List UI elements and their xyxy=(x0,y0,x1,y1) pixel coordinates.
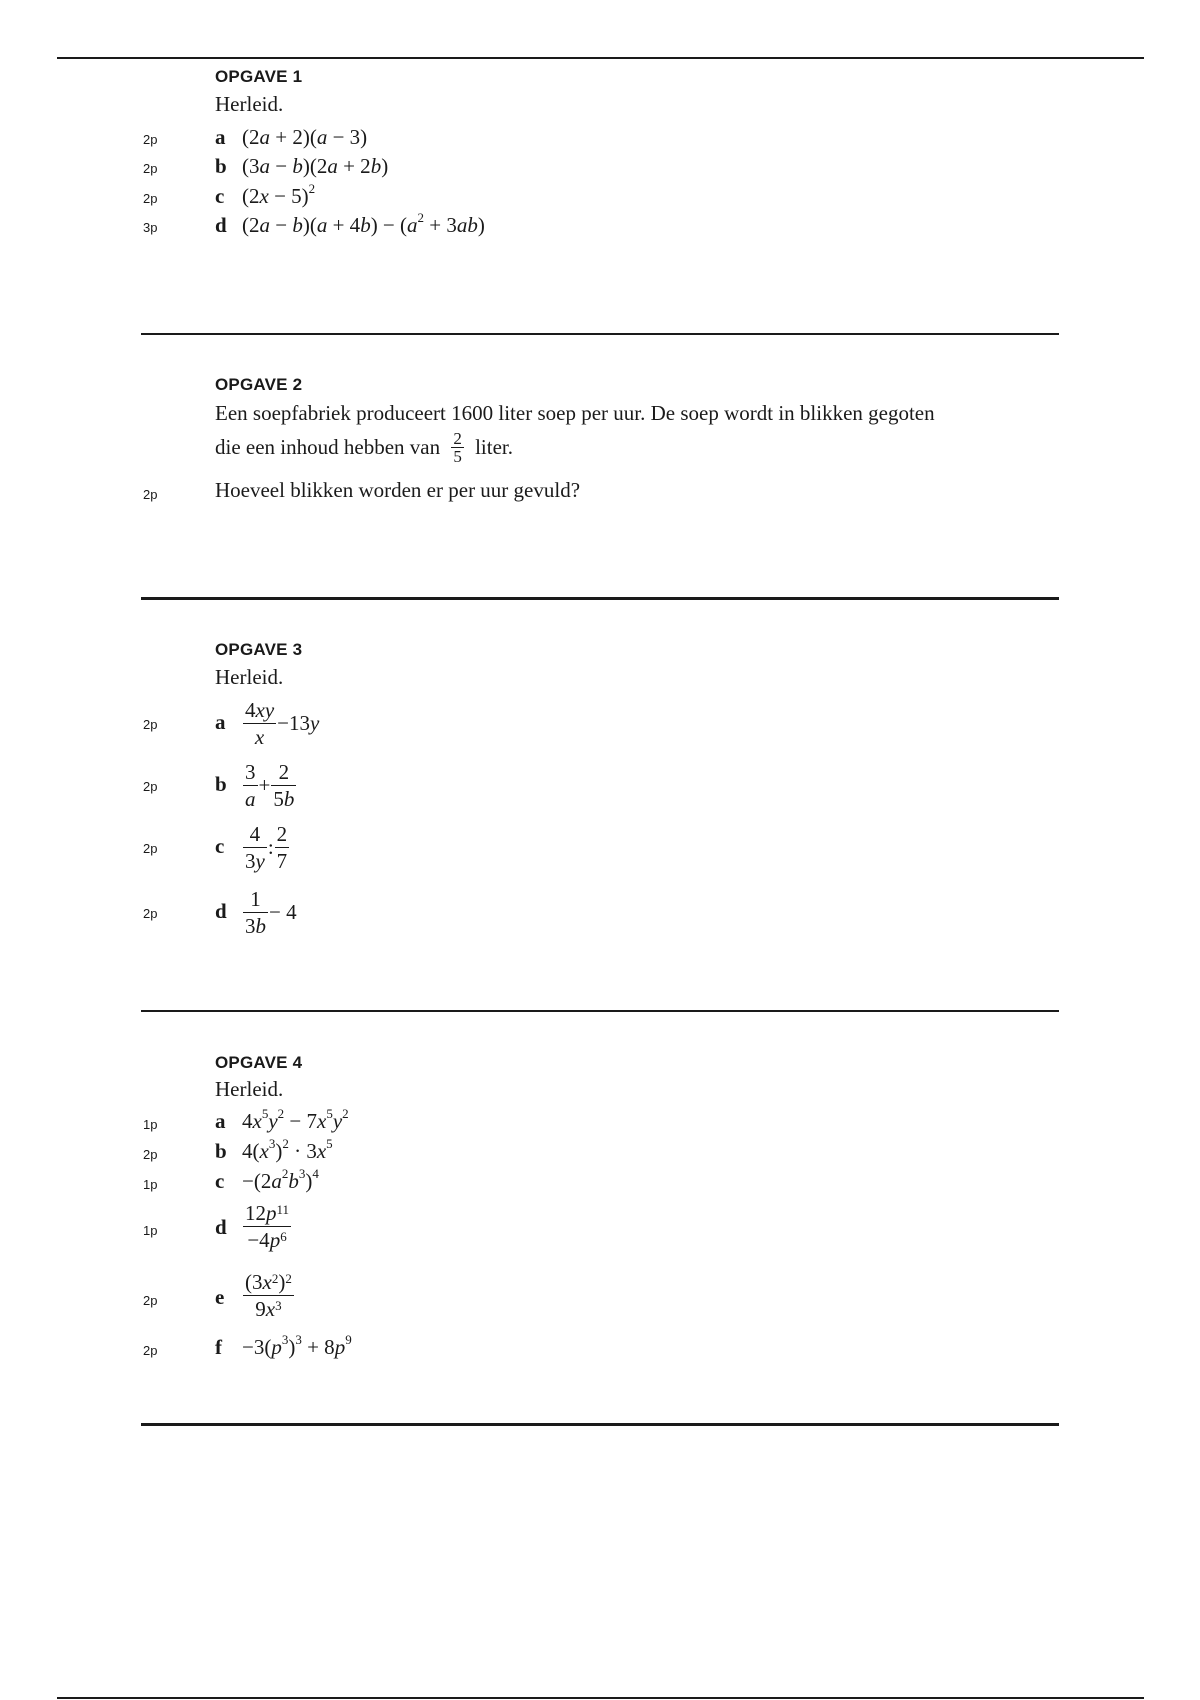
opgave-intro: Herleid. xyxy=(215,665,284,689)
text-before-fraction: die een inhoud hebben van xyxy=(215,435,441,459)
opgave-title: OPGAVE 4 xyxy=(215,1053,303,1072)
expression: $\frac{1}{3b}$ − 4 xyxy=(245,887,297,938)
item-label: b xyxy=(215,772,227,796)
points: 1p xyxy=(143,1117,158,1132)
expression: $\frac{4xy}{x}$ −13y xyxy=(245,698,320,749)
points: 2p xyxy=(143,161,158,176)
separator-3 xyxy=(141,1010,1059,1012)
expression: $\frac{4}{3y}$ : $\frac{2}{7}$ xyxy=(245,822,288,873)
question-item xyxy=(0,886,1200,944)
expression: $-3(p^3)^3 + 8p^9$ xyxy=(242,1332,352,1359)
question-text: Hoeveel blikken worden er per uur gevuld? xyxy=(215,478,581,502)
question-item xyxy=(0,1333,1200,1367)
expression: (2a + 2)(a − 3) xyxy=(242,125,368,149)
problem-text-line-1: Een soepfabriek produceert 1600 liter soep per uur. De soep wordt in blikken gegoten xyxy=(215,401,935,425)
question-item xyxy=(0,759,1200,817)
expression: $-(2a^2b^3)^4$ xyxy=(242,1166,319,1193)
item-label: e xyxy=(215,1285,225,1309)
expression: $(2a - b)(a + 4b) - (a^2 + 3ab)$ xyxy=(242,210,485,237)
expression: $\frac{12p^{11}}{-4p^6}$ xyxy=(245,1201,290,1252)
question-item xyxy=(0,1137,1200,1171)
points: 2p xyxy=(143,779,158,794)
problem-text-line-2 xyxy=(215,430,513,465)
points: 2p xyxy=(143,1147,158,1162)
item-label: f xyxy=(215,1335,222,1359)
points: 2p xyxy=(143,906,158,921)
question-item xyxy=(0,1198,1200,1258)
expression: $4(x^3)^2 \cdot 3x^5$ xyxy=(242,1136,333,1163)
item-label: d xyxy=(215,899,227,923)
text-after-fraction: liter. xyxy=(475,435,514,459)
opgave-intro: Herleid. xyxy=(215,1077,284,1101)
question-item xyxy=(0,1107,1200,1141)
fraction-denominator: 5 xyxy=(453,447,462,466)
item-label: c xyxy=(215,184,225,208)
points: 2p xyxy=(143,487,158,502)
question-item xyxy=(0,821,1200,879)
item-label: a xyxy=(215,125,226,149)
item-label: b xyxy=(215,1139,227,1163)
fraction xyxy=(451,430,464,465)
points: 1p xyxy=(143,1177,158,1192)
item-label: a xyxy=(215,1109,226,1133)
expression: (3a − b)(2a + 2b) xyxy=(242,154,389,178)
item-label: d xyxy=(215,1215,227,1239)
item-label: d xyxy=(215,213,227,237)
item-label: c xyxy=(215,834,225,858)
points: 3p xyxy=(143,220,158,235)
item-label: a xyxy=(215,710,226,734)
points: 2p xyxy=(143,191,158,206)
points: 2p xyxy=(143,841,158,856)
question-item xyxy=(0,1167,1200,1201)
separator-4 xyxy=(141,1423,1059,1426)
opgave-title: OPGAVE 3 xyxy=(215,640,303,659)
expression: $\frac{(3x^2)^2}{9x^3}$ xyxy=(245,1270,292,1321)
opgave-title: OPGAVE 2 xyxy=(215,375,303,394)
question-item xyxy=(0,477,1200,511)
expression: $\frac{3}{a}$ + $\frac{2}{5b}$ xyxy=(245,760,295,811)
expression: $4x^5y^2 - 7x^5y^2$ xyxy=(242,1106,349,1133)
opgave-intro: Herleid. xyxy=(215,92,284,116)
opgave-title: OPGAVE 1 xyxy=(215,67,303,86)
points: 2p xyxy=(143,132,158,147)
item-label: c xyxy=(215,1169,225,1193)
question-item xyxy=(0,697,1200,755)
fraction-numerator: 2 xyxy=(453,429,462,448)
question-item xyxy=(0,153,1200,187)
points: 1p xyxy=(143,1223,158,1238)
item-label: b xyxy=(215,154,227,178)
question-item xyxy=(0,212,1200,246)
question-item xyxy=(0,1267,1200,1327)
separator-1 xyxy=(141,333,1059,335)
page-bottom-rule xyxy=(57,1697,1144,1699)
points: 2p xyxy=(143,1343,158,1358)
page-top-rule xyxy=(57,57,1144,59)
points: 2p xyxy=(143,717,158,732)
separator-2 xyxy=(141,597,1059,600)
expression: $(2x - 5)^2$ xyxy=(242,181,316,208)
points: 2p xyxy=(143,1293,158,1308)
